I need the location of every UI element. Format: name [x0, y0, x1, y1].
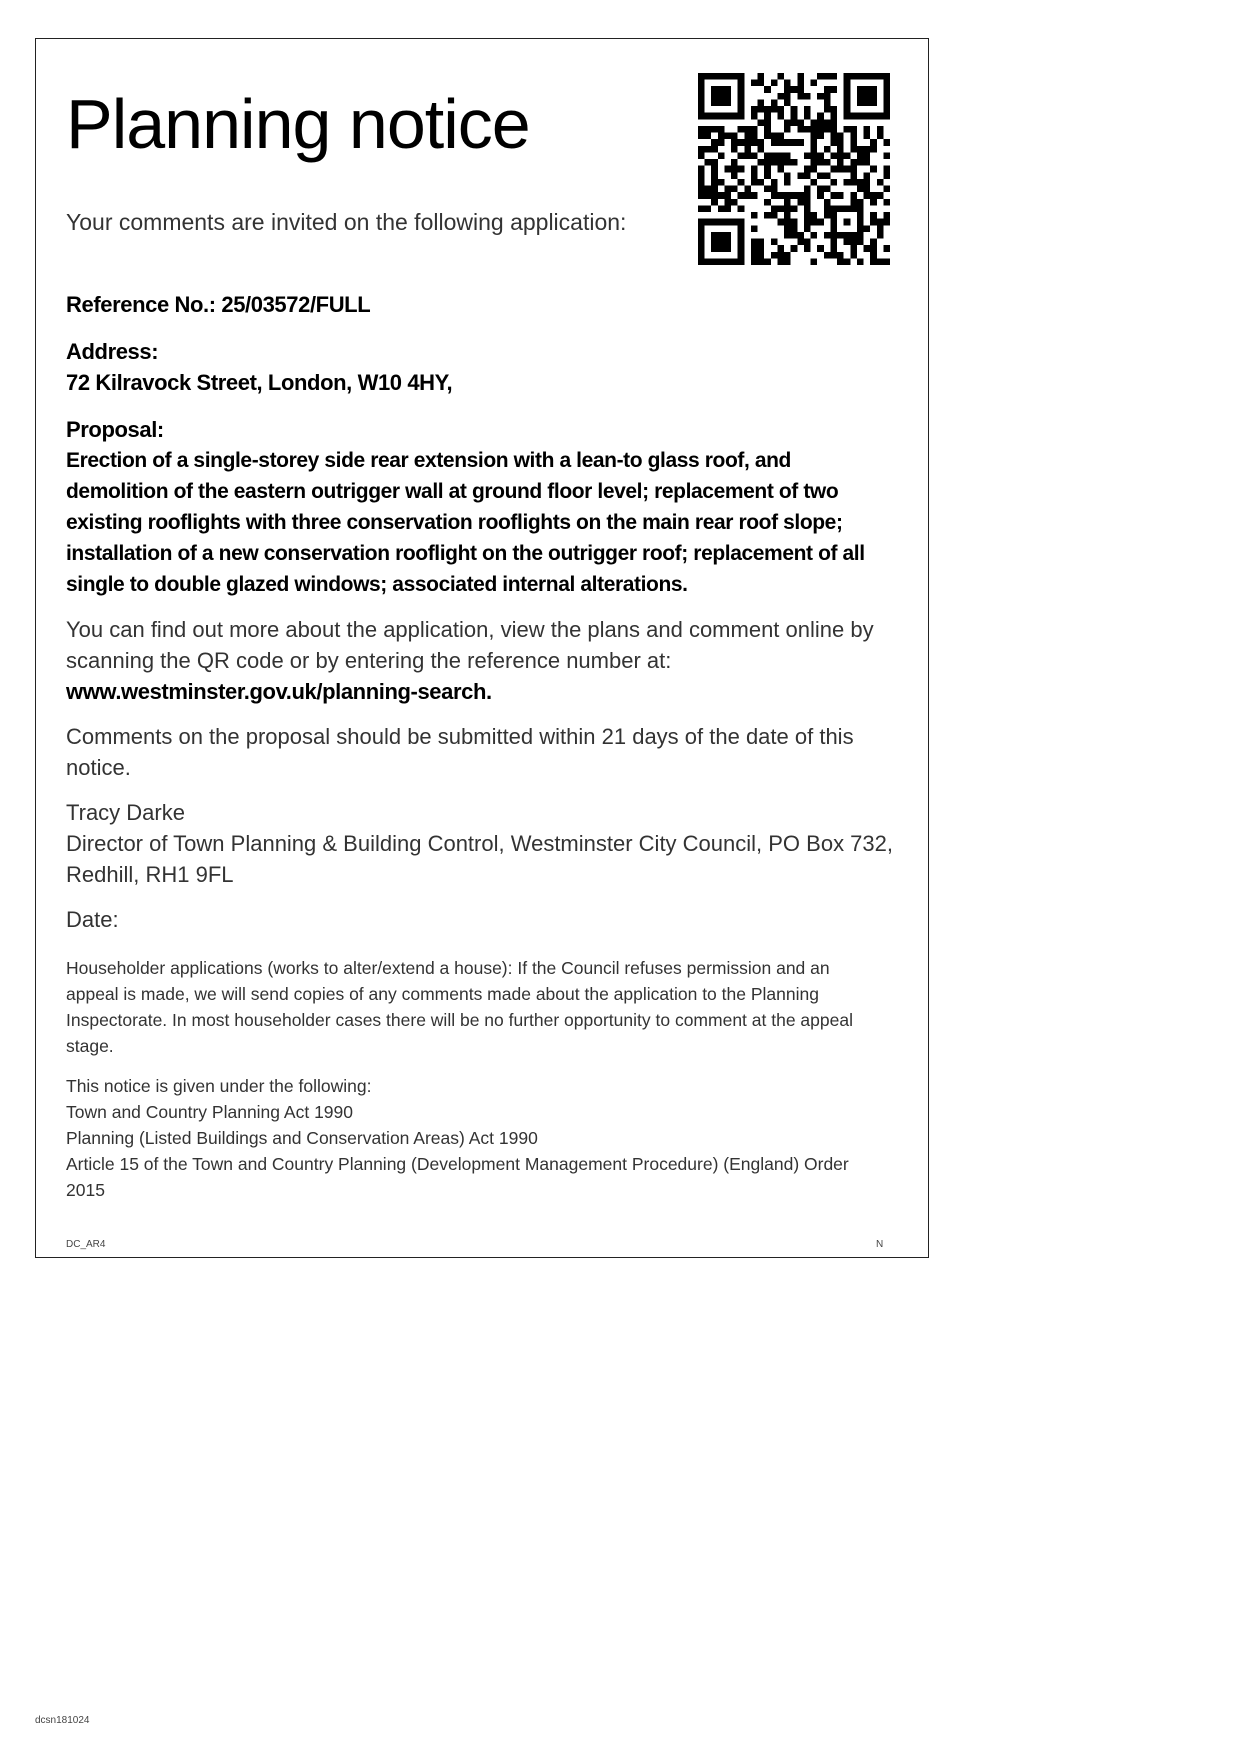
form-code: DC_AR4	[66, 1239, 106, 1250]
proposal-label: Proposal:	[66, 417, 164, 442]
more-info-text: You can find out more about the application, view the plans and comment online by scanning the QR code or by entering the reference number at:	[66, 617, 874, 673]
page-title: Planning notice	[66, 85, 530, 163]
intro-text: Your comments are invited on the following application:	[66, 209, 627, 235]
address-value: 72 Kilravock Street, London, W10 4HY,	[66, 370, 453, 395]
signatory-name: Tracy Darke	[66, 800, 185, 825]
householder-note: Householder applications (works to alter/extend a house): If the Council refuses permission and an appeal is made, we will send copies of any comments made about the application to the Planning Inspectorate. In most householder cases there will be no further opportunity to comment at the appeal stage.	[66, 958, 853, 1056]
comments-deadline: Comments on the proposal should be submitted within 21 days of the date of this notice.	[66, 724, 854, 780]
legislation-intro: This notice is given under the following:	[66, 1076, 372, 1096]
legislation-item: Town and Country Planning Act 1990	[66, 1102, 353, 1122]
form-letter: N	[876, 1239, 884, 1250]
proposal-text: Erection of a single-storey side rear extension with a lean-to glass roof, and demolition of the eastern outrigger wall at ground floor level; replacement of two existing rooflights with three conservation rooflights on the main rear roof slope; installation of a new conservation rooflight on the outrigger roof; replacement of all single to double glazed windows; associated internal alterations.	[66, 449, 865, 596]
signatory-title: Director of Town Planning & Building Control, Westminster City Council, PO Box 732, Redhill, RH1 9FL	[66, 831, 893, 887]
reference-number: Reference No.: 25/03572/FULL	[66, 292, 371, 317]
planning-search-link[interactable]: www.westminster.gov.uk/planning-search.	[66, 679, 492, 704]
legislation-item: Article 15 of the Town and Country Planning (Development Management Procedure) (England) Order 2015	[66, 1154, 849, 1200]
date-label: Date:	[66, 907, 119, 932]
legislation-item: Planning (Listed Buildings and Conservation Areas) Act 1990	[66, 1128, 538, 1148]
planning-notice	[35, 38, 929, 1258]
qr-code	[698, 73, 890, 265]
address-label: Address:	[66, 339, 159, 364]
document-code: dcsn181024	[35, 1715, 90, 1726]
notice-body	[66, 289, 911, 1217]
